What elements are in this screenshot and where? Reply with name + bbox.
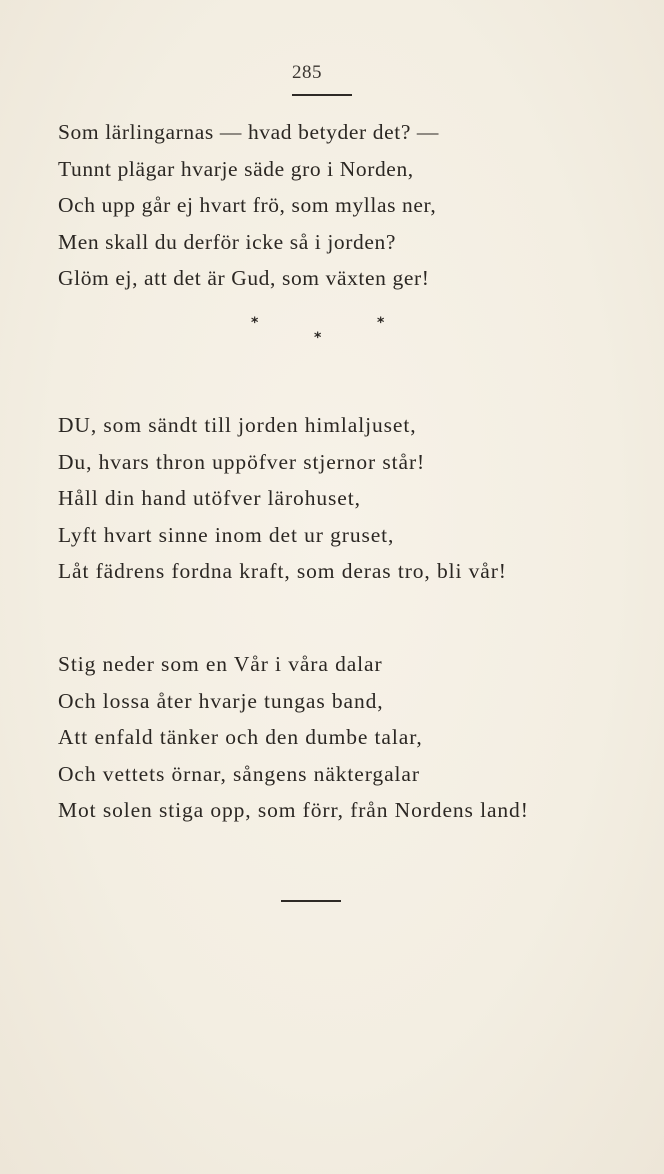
verse-line: Och lossa åter hvarje tungas band, [58,688,384,713]
stanza-1 [58,114,618,297]
verse-line: Att enfald tänker och den dumbe talar, [58,725,423,749]
verse-line: Du, hvars thron uppöfver stjernor står! [58,449,426,474]
verse-line: Mot solen stiga opp, som förr, från Nordens land! [58,798,529,822]
verse-line: Stig neder som en Vår i våra dalar [58,652,383,676]
verse-line: Men skall du derför icke så i jorden? [58,229,397,254]
verse-line: Och vettets örnar, sångens näktergalar [58,761,420,786]
verse-line: Lyft hvart sinne inom det ur gruset, [58,522,395,547]
verse-line: Håll din hand utöfver lärohuset, [58,486,361,510]
verse-line: DU, som sändt till jorden himlaljuset, [58,413,417,437]
asterisk-icon: * [314,330,322,346]
asterism-divider [240,312,400,352]
stanza-2 [58,407,618,590]
asterisk-icon: * [251,315,259,331]
verse-line: Tunnt plägar hvarje säde gro i Norden, [58,156,414,181]
verse-line: Glöm ej, att det är Gud, som växten ger! [58,266,430,290]
verse-line: Låt fädrens fordna kraft, som deras tro, bli vår! [58,559,507,583]
header-rule [292,94,352,96]
page-number: 285 [292,62,322,83]
asterisk-icon: * [377,315,385,331]
stanza-3 [58,646,618,829]
verse-line: Som lärlingarnas — hvad betyder det? — [58,120,440,144]
end-rule [281,900,341,902]
verse-line: Och upp går ej hvart frö, som myllas ner, [58,193,437,217]
